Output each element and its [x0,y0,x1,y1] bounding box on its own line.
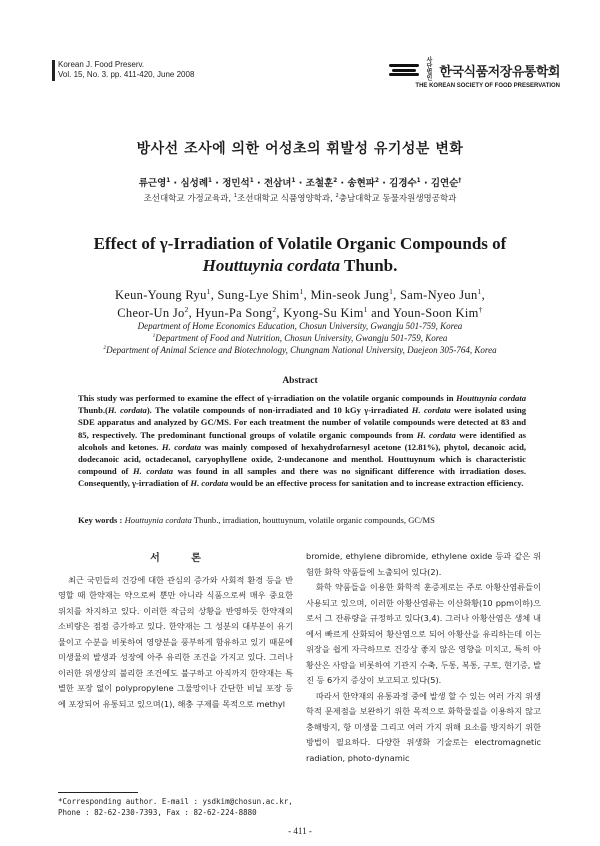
society-name-en: THE KOREAN SOCIETY OF FOOD PRESERVATION [415,83,560,89]
abstract-heading: Abstract [282,376,318,386]
society-name-ko: 한국식품저장유통학회 [439,64,560,80]
footnote-divider [58,792,138,793]
corresponding-author-footnote: *Corresponding author. E-mail : ysdkim@chosun.ac.kr, Phone : 82-62-230-7393, Fax : 82-62-224-8880 [58,797,293,817]
journal-citation [58,60,194,80]
page-number: - 411 - [288,826,312,836]
paragraph: 따라서 한약재의 유통과정 중에 발생 할 수 있는 여러 가지 위생학적 문제점을 보완하기 위한 목적으로 화학물질을 이용하지 않고 충해방지, 항 미생물 그리고 여러 가지 위해 요소를 방지하기 위한 방법이 필요하다. 다양한 위생화 기술로는 electromagnetic radiation, photo-dynamic [306,690,541,763]
author-en: Kyong-Su Kim [283,306,364,320]
journal-name: Korean J. Food Preserv. [58,60,145,69]
author-ko: 전삼녀 [263,178,292,189]
paragraph: 최근 국민들의 건강에 대한 관심의 증가와 사회적 환경 등을 반영할 때 한약재는 약으로써 뿐만 아니라 식품으로써 매우 중요한 위치를 차지하고 있다. 이러한 작금의 상황을 반영하듯 한약재의 소비량은 점점 증가하고 있다. 한약재는 그 성분의 대부분이 유기물이고 수분을 비롯하여 영양분을 풍부하게 함유하고 있기 때문에 미생물의 발생과 성장에 아주 유리한 조건을 가지고 있다. 그러나 이러한 위생상의 불리한 조건에도 불구하고 아직까지 한약재는 특별한 포장 없이 polypropylene 그물망이나 간단한 비닐 포장 등에 포장되어 유통되고 있으며(1), 해충 구제를 목적으로 methyl [58,574,293,709]
author-ko: 김경수 [389,178,417,189]
author-ko: 심성례 [180,178,208,189]
journal-volume: Vol. 15, No. 3. pp. 411-420, June 2008 [58,70,195,79]
affiliations-english: Department of Home Economics Education, Chosun University, Gwangju 501-759, Korea $^1$Department of Food and Nutrition, Chosun University, Gwangju 501-759, Korea $^2$Department of Animal Science and Biotechnology, Chungnam National University, Daejeon 305-764, Korea [103,321,497,355]
author-en: Youn-Soon Kim [393,306,479,320]
society-type: 사단법인 [426,57,433,82]
author-en: Sung-Lye Shim [217,288,300,302]
keywords-label: Key words : [78,515,123,525]
author-ko: 김연순 [430,178,459,189]
abstract-text: This study was performed to examine the effect of γ-irradiation on the volatile organic compounds in Houttuynia cordata Thunb.(H. cordata). The volatile compounds of non-irradiated and 10 kGy γ-irradiated H. cordata were isolated using SDE apparatus and analyzed by GC/MS. For each treatment the number of volatile compounds were detected at 83 and 85, respectively. The predominant functional groups of volatile organic compounds from H. cordata were identified as alcohols and ketones. H. cordata was mainly composed of hexahydrofarnesyl acetone (12.81%), phytol, decanoic acid, dodecanoic acid, octadecanol, caryophyllene oxide, 2-undecanone and menthol. Houttuynum which is characteristic compound of H. cordata was found in all samples and there was no significant difference with irradiation doses. Consequently, γ-irradiation of H. cordata would be an effective process for sanitation and to increase extraction efficiency. [78,393,527,489]
paragraph: 화학 약품들을 이용한 화학적 훈증제로는 주로 아황산염류들이 사용되고 있으며, 이러한 아황산염류는 이산화황(10 ppm이하)으로서 그 잔류량을 규정하고 있다(3,4). 그러나 아황산염은 생체 내에서 빠르게 산화되어 황산염으로 되어 아황산을 유리하는데 이는 위장을 쉽게 자극하므로 건강상 좋지 않은 영향을 미치고, 특히 아황산은 사람을 비롯하여 기관지 수축, 두통, 복통, 구토, 현기증, 발진 등 6가지 증상이 보고되고 있다(5). [306,582,541,685]
author-ko: 류근영 [138,178,167,189]
affiliations-korean: 조선대학교 가정교육과, $^1$조선대학교 식품영양학과, $^2$충남대학교 동물자원생명공학과 [143,193,457,204]
paper-title-english: Effect of γ-Irradiation of Volatile Organic Compounds of Houttuynia cordata Thunb. [93,234,507,275]
author-en: Keun-Young Ryu [114,288,207,302]
body-column-right [306,549,541,766]
paper-title-korean: 방사선 조사에 의한 어성초의 휘발성 유기성분 변화 [136,141,464,157]
society-logo [389,64,419,76]
body-column-left [58,551,293,712]
authors-korean: 류근영$^1$ · 심성례$^1$ · 정민석$^1$ · 전삼녀$^1$ · 조철훈$^2$ · 송현파$^2$ · 김경수$^1$ · 김연순† [138,177,462,189]
author-en: Hyun-Pa Song [195,306,273,320]
section-title-introduction: 서 론 [150,553,215,564]
author-ko: 송현파 [347,178,375,189]
author-en: Cheor-Un Jo [117,306,185,320]
author-ko: 정민석 [222,178,250,189]
species-name: Houttuynia cordata [202,256,341,275]
society-header [382,58,560,89]
journal-marker-bar [52,60,55,81]
author-en: Min-seok Jung [310,288,390,302]
keywords: Key words : Houttuynia cordata Thunb., irradiation, houttuynum, volatile organic compounds, GC/MS [78,515,435,525]
paragraph: bromide, ethylene dibromide, ethylene oxide 등과 같은 위험한 화학 약품들에 노출되어 있다(2). [306,551,541,577]
author-en: Sam-Nyeo Jun [399,288,478,302]
authors-english: Keun-Young Ryu$^1$, Sung-Lye Shim$^1$, Min-seok Jung$^1$, Sam-Nyeo Jun$^1$, Cheor-Un Jo$^2$, Hyun-Pa Song$^2$, Kyong-Su Kim$^1$ and Youn-Soon Kim† [114,286,486,320]
author-ko: 조철훈 [305,178,334,189]
